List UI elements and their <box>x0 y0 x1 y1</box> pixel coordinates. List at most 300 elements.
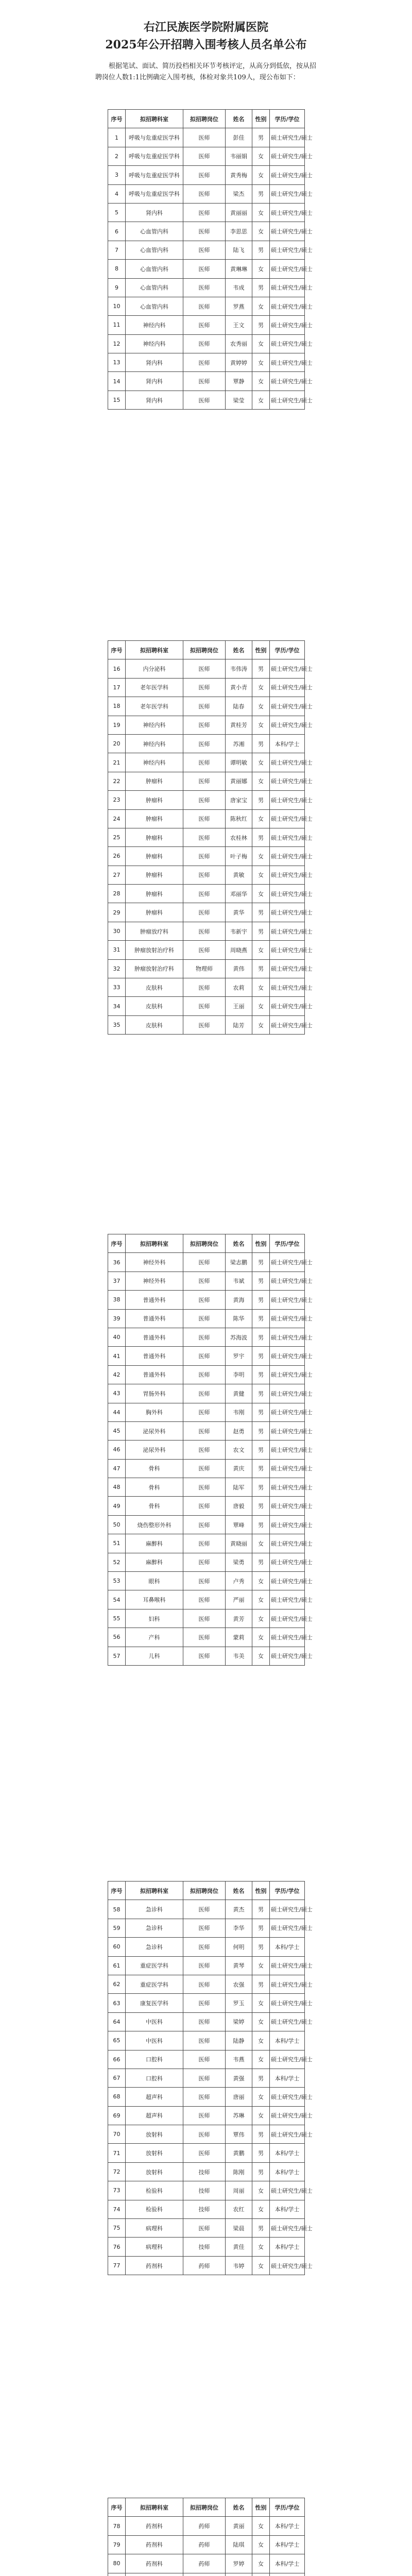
cell-name: 李明 <box>226 1365 252 1384</box>
cell-seq: 36 <box>108 1253 126 1272</box>
cell-gender: 女 <box>252 847 270 866</box>
table-row <box>108 978 305 997</box>
cell-name: 黄庆 <box>226 1459 252 1478</box>
cell-dept: 肿瘤科 <box>126 791 183 809</box>
cell-gender: 男 <box>252 1459 270 1478</box>
table-row <box>108 1291 305 1309</box>
cell-name: 陆琪 <box>226 2535 252 2554</box>
cell-dept: 普通外科 <box>126 1365 183 1384</box>
cell-education: 硕士研究生/硕士 <box>270 241 305 259</box>
table-row <box>108 1628 305 1647</box>
cell-name: 周丽 <box>226 2181 252 2200</box>
cell-education: 硕士研究生/硕士 <box>270 753 305 772</box>
cell-position: 医师 <box>183 1975 226 1993</box>
cell-name: 黄强 <box>226 2069 252 2087</box>
table-page-1 <box>108 109 313 410</box>
table-row <box>108 2050 305 2069</box>
cell-gender: 女 <box>252 772 270 790</box>
cell-position: 医师 <box>183 1609 226 1628</box>
cell-dept: 内分泌科 <box>126 659 183 678</box>
cell-name: 陆春 <box>226 697 252 716</box>
cell-gender: 女 <box>252 372 270 391</box>
cell-seq: 79 <box>108 2535 126 2554</box>
column-header: 拟招聘科室 <box>126 641 183 659</box>
cell-education: 硕士研究生/硕士 <box>270 791 305 809</box>
cell-name: 梁志鹏 <box>226 1253 252 1272</box>
cell-dept: 急诊科 <box>126 1938 183 1956</box>
intro-paragraph: 根据笔试、面试、简历投档相关环节考核评定，从高分到低依，按从招聘岗位人数1:1比例确定入围考核，体检对象共109人，现公布如下： <box>95 62 317 81</box>
cell-seq: 53 <box>108 1572 126 1590</box>
cell-gender: 女 <box>252 2517 270 2535</box>
column-header: 性别 <box>252 641 270 659</box>
cell-education: 硕士研究生/硕士 <box>270 1421 305 1440</box>
cell-name: 邓丽华 <box>226 885 252 903</box>
cell-dept: 药剂科 <box>126 2554 183 2573</box>
cell-gender: 男 <box>252 1347 270 1365</box>
cell-education: 硕士研究生/硕士 <box>270 903 305 922</box>
cell-education: 硕士研究生/硕士 <box>270 1440 305 1459</box>
cell-seq: 65 <box>108 2031 126 2050</box>
column-header: 姓名 <box>226 2498 252 2517</box>
cell-gender: 女 <box>252 866 270 884</box>
table-row <box>108 353 305 372</box>
cell-dept: 肾内科 <box>126 372 183 391</box>
table-page-4 <box>108 1881 313 2275</box>
cell-education: 硕士研究生/硕士 <box>270 828 305 846</box>
cell-education: 硕士研究生/硕士 <box>270 1309 305 1328</box>
cell-position: 医师 <box>183 1347 226 1365</box>
cell-gender: 女 <box>252 716 270 734</box>
cell-seq: 32 <box>108 959 126 978</box>
cell-position: 医师 <box>183 791 226 809</box>
table-row <box>108 1956 305 1975</box>
table-row <box>108 1015 305 1034</box>
cell-position: 医师 <box>183 885 226 903</box>
cell-education: 硕士研究生/硕士 <box>270 1628 305 1647</box>
table-row <box>108 1459 305 1478</box>
table-row <box>108 809 305 828</box>
cell-position: 医师 <box>183 241 226 259</box>
cell-education: 硕士研究生/硕士 <box>270 716 305 734</box>
cell-position: 医师 <box>183 903 226 922</box>
cell-seq: 11 <box>108 316 126 334</box>
cell-gender: 男 <box>252 1515 270 1534</box>
cell-education: 硕士研究生/硕士 <box>270 772 305 790</box>
table-row <box>108 678 305 697</box>
cell-name: 韦燕 <box>226 2050 252 2069</box>
cell-name: 唐丽 <box>226 2088 252 2106</box>
cell-name: 韦新宇 <box>226 922 252 940</box>
table-row <box>108 1534 305 1553</box>
cell-gender: 女 <box>252 1609 270 1628</box>
cell-position: 医师 <box>183 203 226 222</box>
cell-name: 陆飞 <box>226 241 252 259</box>
cell-name: 韦斌 <box>226 1272 252 1290</box>
table-row <box>108 2162 305 2181</box>
cell-dept: 耳鼻喉科 <box>126 1590 183 1609</box>
table-row <box>108 2219 305 2238</box>
cell-name: 苏琳 <box>226 2106 252 2125</box>
table-header-row <box>108 1234 305 1253</box>
cell-dept: 药剂科 <box>126 2535 183 2554</box>
cell-name: 黄丽娜 <box>226 772 252 790</box>
column-header: 性别 <box>252 110 270 128</box>
cell-education: 硕士研究生/硕士 <box>270 1647 305 1665</box>
cell-seq: 67 <box>108 2069 126 2087</box>
cell-name: 罗燕 <box>226 297 252 315</box>
cell-name: 梁晨 <box>226 2219 252 2238</box>
table-row <box>108 866 305 884</box>
table-row <box>108 1938 305 1956</box>
cell-dept: 神经内科 <box>126 716 183 734</box>
cell-gender: 男 <box>252 1553 270 1571</box>
table-row <box>108 1900 305 1919</box>
cell-education: 硕士研究生/硕士 <box>270 922 305 940</box>
cell-position: 技师 <box>183 2200 226 2218</box>
cell-position: 医师 <box>183 753 226 772</box>
cell-dept: 检验科 <box>126 2181 183 2200</box>
cell-seq <box>108 2573 126 2576</box>
cell-seq: 39 <box>108 1309 126 1328</box>
cell-name: 陆静 <box>226 2031 252 2050</box>
cell-name: 韦美 <box>226 1647 252 1665</box>
cell-seq: 41 <box>108 1347 126 1365</box>
cell-seq: 64 <box>108 2012 126 2031</box>
cell-gender: 女 <box>252 978 270 997</box>
cell-gender: 男 <box>252 1421 270 1440</box>
cell-education: 硕士研究生/硕士 <box>270 1900 305 1919</box>
cell-position: 医师 <box>183 734 226 753</box>
cell-gender: 男 <box>252 1919 270 1937</box>
table-page-5 <box>108 2498 305 2576</box>
cell-name: 叶子梅 <box>226 847 252 866</box>
cell-position: 医师 <box>183 1534 226 1553</box>
cell-name: 彭佳 <box>226 128 252 147</box>
cell-dept: 眼科 <box>126 1572 183 1590</box>
column-header: 性别 <box>252 1234 270 1253</box>
cell-seq: 8 <box>108 260 126 278</box>
cell-position: 医师 <box>183 659 226 678</box>
cell-name: 韦丽娟 <box>226 147 252 165</box>
cell-position: 医师 <box>183 128 226 147</box>
cell-position: 医师 <box>183 1938 226 1956</box>
cell-position: 药师 <box>183 2517 226 2535</box>
table-row <box>108 2069 305 2087</box>
cell-education: 硕士研究生/硕士 <box>270 1553 305 1571</box>
cell-dept: 妇科 <box>126 1609 183 1628</box>
column-header: 序号 <box>108 641 126 659</box>
cell-position: 医师 <box>183 697 226 716</box>
cell-seq: 76 <box>108 2238 126 2256</box>
cell-position: 医师 <box>183 278 226 297</box>
cell-gender: 女 <box>252 2088 270 2106</box>
cell-seq: 30 <box>108 922 126 940</box>
cell-position: 药师 <box>183 2535 226 2554</box>
cell-seq: 57 <box>108 1647 126 1665</box>
cell-education: 硕士研究生/硕士 <box>270 2219 305 2238</box>
table-header-row <box>108 2498 305 2517</box>
cell-gender: 男 <box>252 316 270 334</box>
cell-dept: 肿瘤放射治疗科 <box>126 959 183 978</box>
cell-name: 李思思 <box>226 222 252 241</box>
cell-dept: 老年医学科 <box>126 678 183 697</box>
cell-position: 技师 <box>183 2162 226 2181</box>
cell-gender: 女 <box>252 2554 270 2573</box>
cell-position: 医师 <box>183 1900 226 1919</box>
table-row <box>108 2573 305 2576</box>
cell-gender: 女 <box>252 297 270 315</box>
cell-name: 唐家宝 <box>226 791 252 809</box>
cell-gender: 女 <box>252 2031 270 2050</box>
cell-education: 硕士研究生/硕士 <box>270 278 305 297</box>
cell-seq: 69 <box>108 2106 126 2125</box>
cell-name: 卢秀 <box>226 1572 252 1590</box>
cell-dept: 神经内科 <box>126 753 183 772</box>
table-row <box>108 1919 305 1937</box>
cell-position: 医师 <box>183 978 226 997</box>
cell-name: 罗宇 <box>226 1347 252 1365</box>
cell-gender: 女 <box>252 1956 270 1975</box>
cell-dept: 呼吸与危重症医学科 <box>126 166 183 184</box>
cell-position: 医师 <box>183 184 226 203</box>
table-row <box>108 1590 305 1609</box>
cell-dept: 放射科 <box>126 2144 183 2162</box>
cell-position: 医师 <box>183 334 226 353</box>
cell-education: 硕士研究生/硕士 <box>270 678 305 697</box>
cell-gender: 男 <box>252 278 270 297</box>
cell-seq: 56 <box>108 1628 126 1647</box>
cell-position: 医师 <box>183 2088 226 2106</box>
cell-dept: 放射科 <box>126 2162 183 2181</box>
cell-name: 严丽 <box>226 1590 252 1609</box>
column-header: 学历/学位 <box>270 1234 305 1253</box>
cell-name: 黄琳琳 <box>226 260 252 278</box>
cell-dept: 骨科 <box>126 1478 183 1497</box>
column-header: 性别 <box>252 2498 270 2517</box>
cell-education: 硕士研究生/硕士 <box>270 2012 305 2031</box>
cell-seq: 45 <box>108 1421 126 1440</box>
cell-name: 黄桂芳 <box>226 716 252 734</box>
table-row <box>108 1609 305 1628</box>
column-header: 姓名 <box>226 110 252 128</box>
cell-name: 黄敏 <box>226 866 252 884</box>
cell-dept: 检验科 <box>126 2200 183 2218</box>
cell-seq: 33 <box>108 978 126 997</box>
cell-seq: 75 <box>108 2219 126 2238</box>
cell-position: 技师 <box>183 2181 226 2200</box>
cell-gender: 男 <box>252 903 270 922</box>
cell-name: 梁杰 <box>226 184 252 203</box>
cell-name: 韦成 <box>226 278 252 297</box>
table-row <box>108 184 305 203</box>
cell-dept: 急诊科 <box>126 1919 183 1937</box>
cell-dept: 口腔科 <box>126 2050 183 2069</box>
cell-dept: 心血管内科 <box>126 278 183 297</box>
document-title-line1: 右江民族医学院附属医院 <box>143 21 268 34</box>
cell-position: 医师 <box>183 941 226 959</box>
cell-name: 农强 <box>226 1975 252 1993</box>
cell-gender: 男 <box>252 1938 270 1956</box>
cell-dept: 神经外科 <box>126 1253 183 1272</box>
cell-gender: 女 <box>252 2200 270 2218</box>
column-header: 拟招聘科室 <box>126 1234 183 1253</box>
table-row <box>108 128 305 147</box>
cell-dept: 麻醉科 <box>126 1553 183 1571</box>
cell-education: 硕士研究生/硕士 <box>270 2181 305 2200</box>
cell-gender: 女 <box>252 203 270 222</box>
cell-gender: 男 <box>252 1309 270 1328</box>
cell-education: 硕士研究生/硕士 <box>270 978 305 997</box>
cell-gender: 男 <box>252 922 270 940</box>
cell-dept: 皮肤科 <box>126 997 183 1015</box>
cell-dept: 口腔科 <box>126 2069 183 2087</box>
cell-dept: 产科 <box>126 1628 183 1647</box>
cell-education: 硕士研究生/硕士 <box>270 941 305 959</box>
cell-seq: 44 <box>108 1403 126 1421</box>
cell-position: 医师 <box>183 1440 226 1459</box>
cell-seq: 58 <box>108 1900 126 1919</box>
cell-gender: 男 <box>252 1478 270 1497</box>
cell-gender: 男 <box>252 1975 270 1993</box>
cell-education: 硕士研究生/硕士 <box>270 1291 305 1309</box>
cell-position: 医师 <box>183 1956 226 1975</box>
column-header: 拟招聘科室 <box>126 1882 183 1900</box>
cell-dept: 骨科 <box>126 1459 183 1478</box>
cell-education: 本科/学士 <box>270 2535 305 2554</box>
cell-seq: 49 <box>108 1497 126 1515</box>
cell-education: 硕士研究生/硕士 <box>270 203 305 222</box>
cell-dept: 麻醉科 <box>126 1534 183 1553</box>
cell-seq: 66 <box>108 2050 126 2069</box>
cell-seq: 9 <box>108 278 126 297</box>
column-header: 性别 <box>252 1882 270 1900</box>
table-row <box>108 1403 305 1421</box>
cell-dept: 心血管内科 <box>126 222 183 241</box>
cell-dept: 重症医学科 <box>126 1975 183 1993</box>
cell-education: 硕士研究生/硕士 <box>270 1994 305 2012</box>
cell-education: 本科/学士 <box>270 2144 305 2162</box>
cell-education: 硕士研究生/硕士 <box>270 1572 305 1590</box>
cell-education: 硕士研究生/硕士 <box>270 1253 305 1272</box>
cell-education: 硕士研究生/硕士 <box>270 1590 305 1609</box>
cell-seq: 73 <box>108 2181 126 2200</box>
cell-seq: 43 <box>108 1384 126 1403</box>
cell-gender: 男 <box>252 1384 270 1403</box>
cell-gender: 女 <box>252 697 270 716</box>
column-header: 姓名 <box>226 1234 252 1253</box>
table-row <box>108 791 305 809</box>
cell-education: 硕士研究生/硕士 <box>270 1515 305 1534</box>
cell-dept: 药剂科 <box>126 2256 183 2275</box>
cell-gender: 男 <box>252 184 270 203</box>
table-row <box>108 1553 305 1571</box>
table-row <box>108 2238 305 2256</box>
cell-position: 医师 <box>183 2069 226 2087</box>
cell-position: 医师 <box>183 1384 226 1403</box>
cell-gender: 男 <box>252 1272 270 1290</box>
cell-gender: 男 <box>252 1900 270 1919</box>
table-row <box>108 260 305 278</box>
cell-gender: 女 <box>252 1647 270 1665</box>
cell-education <box>270 2573 305 2576</box>
cell-seq: 38 <box>108 1291 126 1309</box>
cell-position: 医师 <box>183 1553 226 1571</box>
cell-seq: 14 <box>108 372 126 391</box>
table-row <box>108 1572 305 1590</box>
cell-dept: 普通外科 <box>126 1291 183 1309</box>
table-row <box>108 334 305 353</box>
table-row <box>108 734 305 753</box>
cell-education: 硕士研究生/硕士 <box>270 2125 305 2144</box>
cell-name: 农文 <box>226 1440 252 1459</box>
cell-gender: 女 <box>252 147 270 165</box>
cell-dept <box>126 2573 183 2576</box>
cell-position: 医师 <box>183 1459 226 1478</box>
cell-education: 硕士研究生/硕士 <box>270 809 305 828</box>
cell-education: 硕士研究生/硕士 <box>270 1919 305 1937</box>
cell-dept: 康复医学科 <box>126 1994 183 2012</box>
cell-seq: 61 <box>108 1956 126 1975</box>
cell-position: 医师 <box>183 1328 226 1346</box>
cell-seq: 28 <box>108 885 126 903</box>
cell-education: 本科/学士 <box>270 2238 305 2256</box>
cell-position: 医师 <box>183 1628 226 1647</box>
cell-education: 硕士研究生/硕士 <box>270 1956 305 1975</box>
cell-education: 硕士研究生/硕士 <box>270 2050 305 2069</box>
cell-name: 梁莹 <box>226 391 252 409</box>
cell-position: 医师 <box>183 828 226 846</box>
cell-seq: 62 <box>108 1975 126 1993</box>
cell-name: 黄丽 <box>226 2517 252 2535</box>
cell-position: 医师 <box>183 1403 226 1421</box>
cell-education: 硕士研究生/硕士 <box>270 847 305 866</box>
cell-education: 硕士研究生/硕士 <box>270 2256 305 2275</box>
cell-seq: 46 <box>108 1440 126 1459</box>
cell-name: 王丽 <box>226 997 252 1015</box>
cell-gender: 女 <box>252 753 270 772</box>
cell-dept: 皮肤科 <box>126 1015 183 1034</box>
cell-seq: 19 <box>108 716 126 734</box>
cell-gender: 女 <box>252 353 270 372</box>
table-row <box>108 959 305 978</box>
cell-gender: 男 <box>252 2069 270 2087</box>
table-row <box>108 1440 305 1459</box>
cell-education: 硕士研究生/硕士 <box>270 1272 305 1290</box>
cell-education: 硕士研究生/硕士 <box>270 353 305 372</box>
cell-gender: 女 <box>252 1590 270 1609</box>
cell-position: 医师 <box>183 372 226 391</box>
cell-gender: 女 <box>252 2535 270 2554</box>
cell-gender: 男 <box>252 791 270 809</box>
table-row <box>108 903 305 922</box>
table-row <box>108 1365 305 1384</box>
cell-name: 罗婷 <box>226 2554 252 2573</box>
cell-dept: 中医科 <box>126 2031 183 2050</box>
cell-name: 黄秀梅 <box>226 166 252 184</box>
cell-position: 医师 <box>183 1590 226 1609</box>
cell-seq: 1 <box>108 128 126 147</box>
cell-dept: 普通外科 <box>126 1309 183 1328</box>
cell-seq: 27 <box>108 866 126 884</box>
cell-seq: 23 <box>108 791 126 809</box>
cell-name: 覃伟 <box>226 2125 252 2144</box>
cell-name: 周晓燕 <box>226 941 252 959</box>
cell-seq: 51 <box>108 1534 126 1553</box>
cell-position: 医师 <box>183 809 226 828</box>
cell-education: 硕士研究生/硕士 <box>270 260 305 278</box>
cell-position: 医师 <box>183 716 226 734</box>
table-row <box>108 1515 305 1534</box>
